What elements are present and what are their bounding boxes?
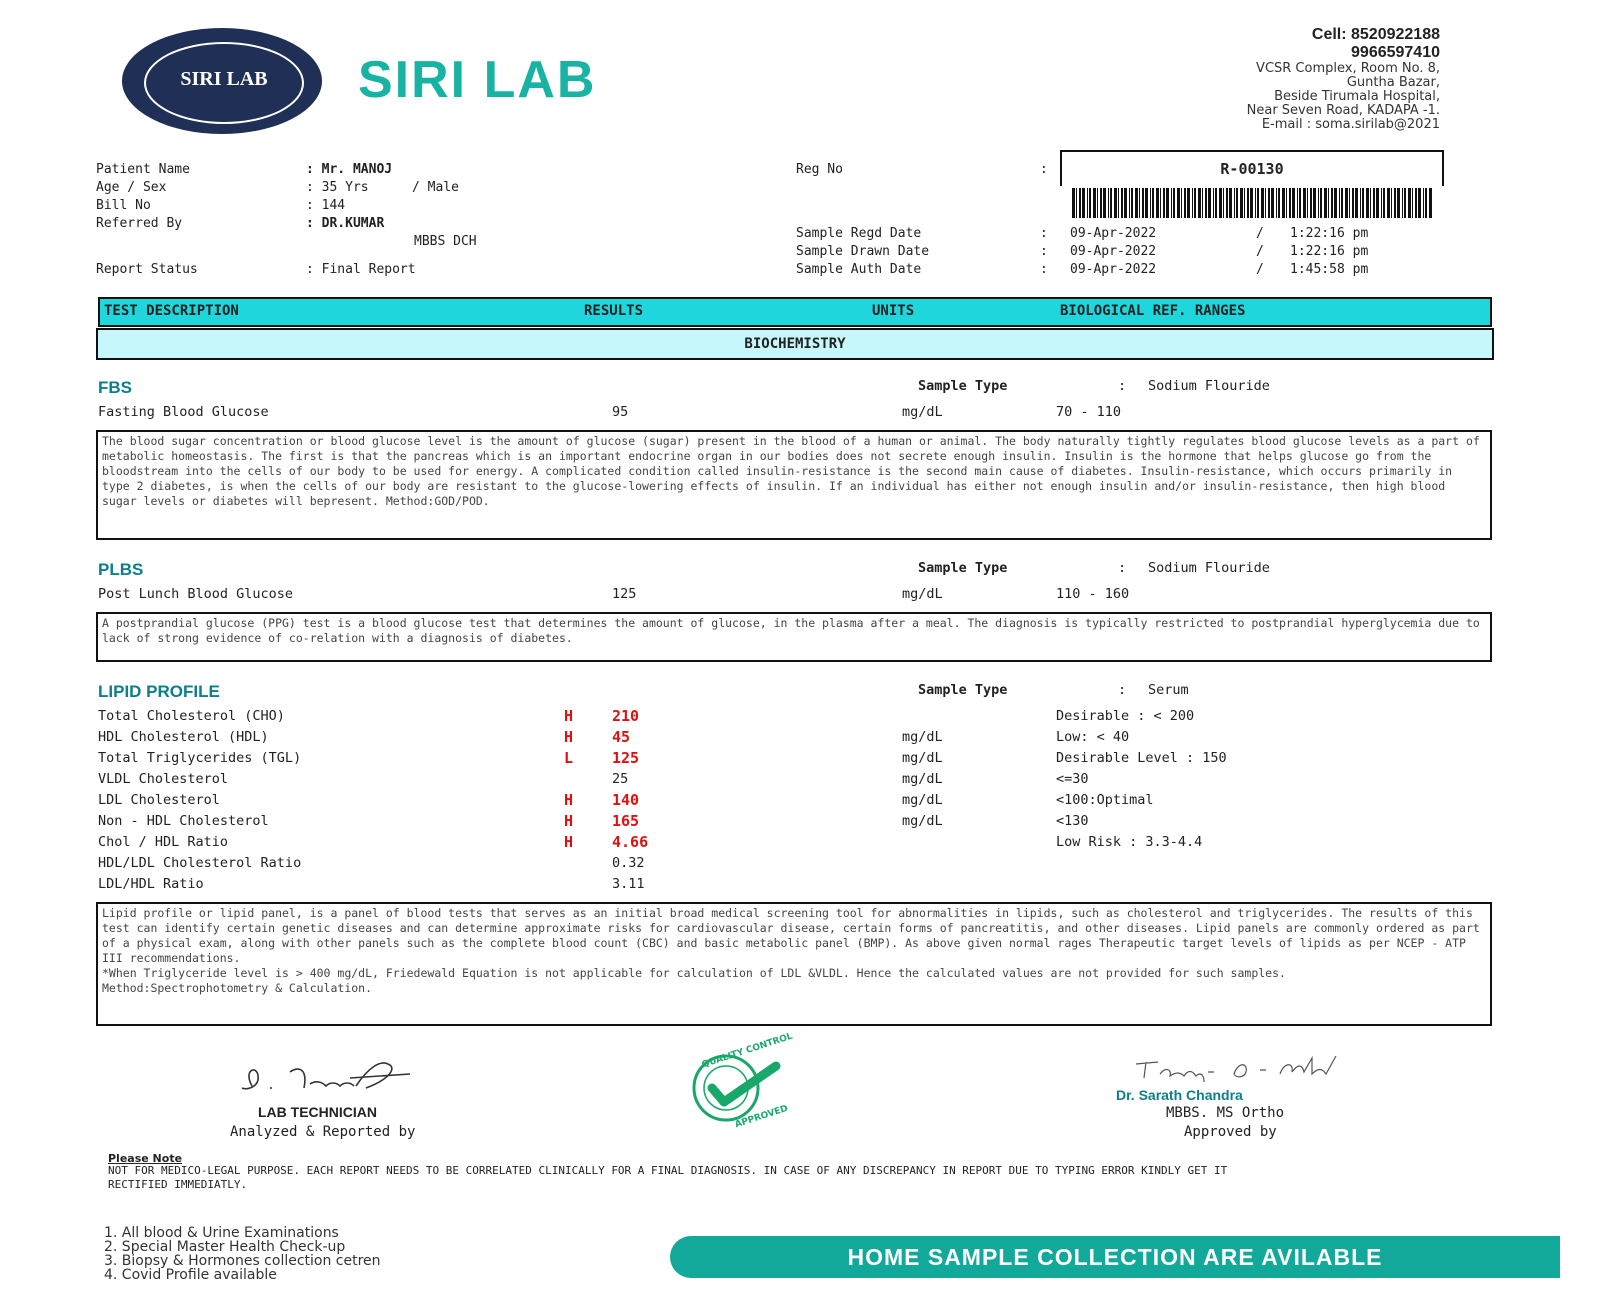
result-flag: H <box>564 707 574 725</box>
slash: / <box>1256 226 1264 241</box>
test-result: 0.32 <box>612 855 645 871</box>
referred-degree: MBBS DCH <box>414 234 477 249</box>
logo-text: SIRI LAB <box>180 68 268 90</box>
auth-date: 09-Apr-2022 <box>1070 262 1157 277</box>
slash: / <box>1256 244 1264 259</box>
report-status-label: Report Status <box>96 262 198 277</box>
brand-name: SIRI LAB <box>358 51 597 109</box>
report-status: : Final Report <box>306 262 416 277</box>
sample-type-label: Sample Type <box>918 378 1008 394</box>
test-result: 165 <box>612 812 640 830</box>
service-item: 4. Covid Profile available <box>104 1267 277 1283</box>
cell-number-2: 9966597410 <box>1351 44 1440 61</box>
col-test-description: TEST DESCRIPTION <box>104 303 239 319</box>
test-range: Desirable : < 200 <box>1056 708 1195 724</box>
test-result: 125 <box>612 749 640 767</box>
cell-number: Cell: 8520922188 <box>1311 26 1440 43</box>
colon: : <box>1040 226 1048 241</box>
colon: : <box>1118 682 1127 698</box>
lab-logo <box>122 28 322 134</box>
test-unit: mg/dL <box>902 750 943 766</box>
col-results: RESULTS <box>584 303 644 319</box>
result-flag: H <box>564 728 574 746</box>
test-result: 4.66 <box>612 833 649 851</box>
result-flag: L <box>564 749 574 767</box>
reg-number: R-00130 <box>1060 150 1444 186</box>
test-unit: mg/dL <box>902 792 943 808</box>
lipid-note <box>96 902 1492 1026</box>
regd-date: 09-Apr-2022 <box>1070 226 1157 241</box>
disclaimer: NOT FOR MEDICO-LEGAL PURPOSE. EACH REPORT NEEDS TO BE CORRELATED CLINICALLY FOR A FINAL DIAGNOSIS. IN CASE OF ANY DISCREPANCY IN REPORT DUE TO TYPING ERROR KINDLY GET IT RECTIFIED IMMEDIATLY. <box>108 1164 1228 1191</box>
service-item: 2. Special Master Health Check-up <box>104 1239 346 1255</box>
drawn-time: 1:22:16 pm <box>1290 244 1369 259</box>
lipid-title: LIPID PROFILE <box>98 682 220 701</box>
sample-type-label: Sample Type <box>918 682 1008 698</box>
slash: / <box>1256 262 1264 277</box>
email-line: E-mail : soma.sirilab@2021 <box>1261 117 1440 132</box>
sex-value: / Male <box>412 180 459 195</box>
test-name: Total Cholesterol (CHO) <box>98 708 285 724</box>
technician-role: LAB TECHNICIAN <box>258 1104 377 1120</box>
test-range: 110 - 160 <box>1056 586 1130 602</box>
test-unit: mg/dL <box>902 813 943 829</box>
drawn-date-label: Sample Drawn Date <box>796 244 930 259</box>
patient-name-label: Patient Name <box>96 162 190 177</box>
barcode <box>1072 188 1432 218</box>
test-unit: mg/dL <box>902 729 943 745</box>
logo-ring <box>144 42 304 124</box>
contact-block <box>1247 26 1440 132</box>
test-name: HDL Cholesterol (HDL) <box>98 729 269 745</box>
result-flag: H <box>564 812 574 830</box>
drawn-date: 09-Apr-2022 <box>1070 244 1157 259</box>
col-units: UNITS <box>872 303 915 319</box>
lipid-note-method: Method:Spectrophotometry & Calculation. <box>102 981 373 995</box>
doctor-name: Dr. Sarath Chandra <box>1116 1087 1243 1103</box>
stamp-bottom-text: APPROVED <box>733 1103 790 1131</box>
test-result: 45 <box>612 728 631 746</box>
technician-subtitle: Analyzed & Reported by <box>230 1124 416 1140</box>
doctor-subtitle: Approved by <box>1184 1124 1277 1140</box>
test-range: 70 - 110 <box>1056 404 1122 420</box>
test-range: Low Risk : 3.3-4.4 <box>1056 834 1203 850</box>
patient-name: : Mr. MANOJ <box>306 162 393 177</box>
plbs-note: A postprandial glucose (PPG) test is a blood glucose test that determines the amount of glucose, in the plasma after a meal. The diagnosis is typically restricted to postprandial hyperglycemia due to lack of strong evidence of co-relation with a diagnosis of diabetes. <box>96 612 1492 662</box>
test-result: 210 <box>612 707 640 725</box>
address-line: Near Seven Road, KADAPA -1. <box>1246 103 1440 118</box>
test-unit: mg/dL <box>902 586 943 602</box>
colon: : <box>1118 378 1127 394</box>
doctor-degree: MBBS. MS Ortho <box>1166 1105 1285 1121</box>
test-name: HDL/LDL Cholesterol Ratio <box>98 855 302 871</box>
doctor-signature <box>1130 1054 1350 1084</box>
please-note-heading: Please Note <box>108 1152 183 1165</box>
sample-type-value: Serum <box>1148 682 1189 698</box>
col-ref-ranges: BIOLOGICAL REF. RANGES <box>1060 303 1246 319</box>
colon: : <box>1118 560 1127 576</box>
test-range: Desirable Level : 150 <box>1056 750 1227 766</box>
address-line: Beside Tirumala Hospital, <box>1274 89 1440 104</box>
auth-time: 1:45:58 pm <box>1290 262 1369 277</box>
sample-type-label: Sample Type <box>918 560 1008 576</box>
reg-colon: : <box>1040 162 1048 177</box>
test-range: Low: < 40 <box>1056 729 1130 745</box>
test-name: LDL Cholesterol <box>98 792 220 808</box>
test-range: <100:Optimal <box>1056 792 1154 808</box>
test-result: 25 <box>612 771 629 787</box>
bill-label: Bill No <box>96 198 151 213</box>
regd-time: 1:22:16 pm <box>1290 226 1369 241</box>
colon: : <box>1040 262 1048 277</box>
services-list <box>104 1226 381 1282</box>
technician-signature <box>238 1058 428 1096</box>
result-flag: H <box>564 791 574 809</box>
age-sex-label: Age / Sex <box>96 180 167 195</box>
test-name: Total Triglycerides (TGL) <box>98 750 302 766</box>
age-value: : 35 Yrs <box>306 180 369 195</box>
result-flag: H <box>564 833 574 851</box>
referred-value: : DR.KUMAR <box>306 216 385 231</box>
test-name: LDL/HDL Ratio <box>98 876 204 892</box>
test-range: <=30 <box>1056 771 1089 787</box>
service-item: 3. Biopsy & Hormones collection cetren <box>104 1253 381 1269</box>
sample-type-value: Sodium Flouride <box>1148 378 1270 394</box>
test-unit: mg/dL <box>902 771 943 787</box>
referred-label: Referred By <box>96 216 183 231</box>
test-result: 125 <box>612 586 637 602</box>
bill-value: : 144 <box>306 198 346 213</box>
service-item: 1. All blood & Urine Examinations <box>104 1225 339 1241</box>
fbs-note: The blood sugar concentration or blood glucose level is the amount of glucose (sugar) present in the blood of a human or animal. The body naturally tightly regulates blood glucose levels as a part of metabolic homeostasis. The first is that the pancreas which is an important endocrine organ in our bodies does not secrete enough insulin. Insulin is the hormone that helps glucose go from the bloodstream into the cells of our body to be used for energy. A complicated condition called insulin-resistance is the second main cause of diabetes. Insulin-resistance, which occurs primarily in type 2 diabetes, is when the cells of our body are resistant to the glucose-lowering effects of insulin. If an individual has either not enough insulin and/or insulin-resistance, then high blood sugar levels or diabetes will bepresent. Method:GOD/POD. <box>96 430 1492 540</box>
test-name: Post Lunch Blood Glucose <box>98 586 294 602</box>
test-name: VLDL Cholesterol <box>98 771 229 787</box>
fbs-title: FBS <box>98 378 132 397</box>
colon: : <box>1040 244 1048 259</box>
lipid-note-text: *When Triglyceride level is > 400 mg/dL, Friedewald Equation is not applicable for calculation of LDL &VLDL. Hence the calculated values are not provided for such samples. <box>102 966 1286 980</box>
test-result: 140 <box>612 791 640 809</box>
plbs-title: PLBS <box>98 560 144 579</box>
test-name: Chol / HDL Ratio <box>98 834 229 850</box>
test-result: 3.11 <box>612 876 645 892</box>
stamp-top-text: QUALITY CONTROL <box>700 1031 794 1071</box>
sample-type-value: Sodium Flouride <box>1148 560 1270 576</box>
test-unit: mg/dL <box>902 404 943 420</box>
test-result: 95 <box>612 404 629 420</box>
lipid-note-text: Lipid profile or lipid panel, is a panel of blood tests that serves as an initial broad medical screening tool for abnormalities in lipids, such as cholesterol and triglycerides. The results of this test can identify certain genetic diseases and can determine approximate risks for cardiovascular disease, certain forms of pancreatitis, and other diseases. Lipid panels are commonly ordered as part of a physical exam, along with other panels such as the complete blood count (CBC) and basic metabolic panel (BMP). As above given normal rages Therapeutic target levels of lipids as per NCEP - ATP III recommendations. <box>102 906 1480 965</box>
reg-no-label: Reg No <box>796 162 843 177</box>
test-range: <130 <box>1056 813 1089 829</box>
table-header <box>98 297 1492 327</box>
address-line: Guntha Bazar, <box>1346 75 1440 90</box>
address-line: VCSR Complex, Room No. 8, <box>1256 61 1440 76</box>
section-biochemistry: BIOCHEMISTRY <box>96 328 1494 360</box>
test-name: Non - HDL Cholesterol <box>98 813 269 829</box>
home-collection-banner: HOME SAMPLE COLLECTION ARE AVILABLE <box>670 1236 1560 1278</box>
regd-date-label: Sample Regd Date <box>796 226 922 241</box>
auth-date-label: Sample Auth Date <box>796 262 922 277</box>
test-name: Fasting Blood Glucose <box>98 404 269 420</box>
